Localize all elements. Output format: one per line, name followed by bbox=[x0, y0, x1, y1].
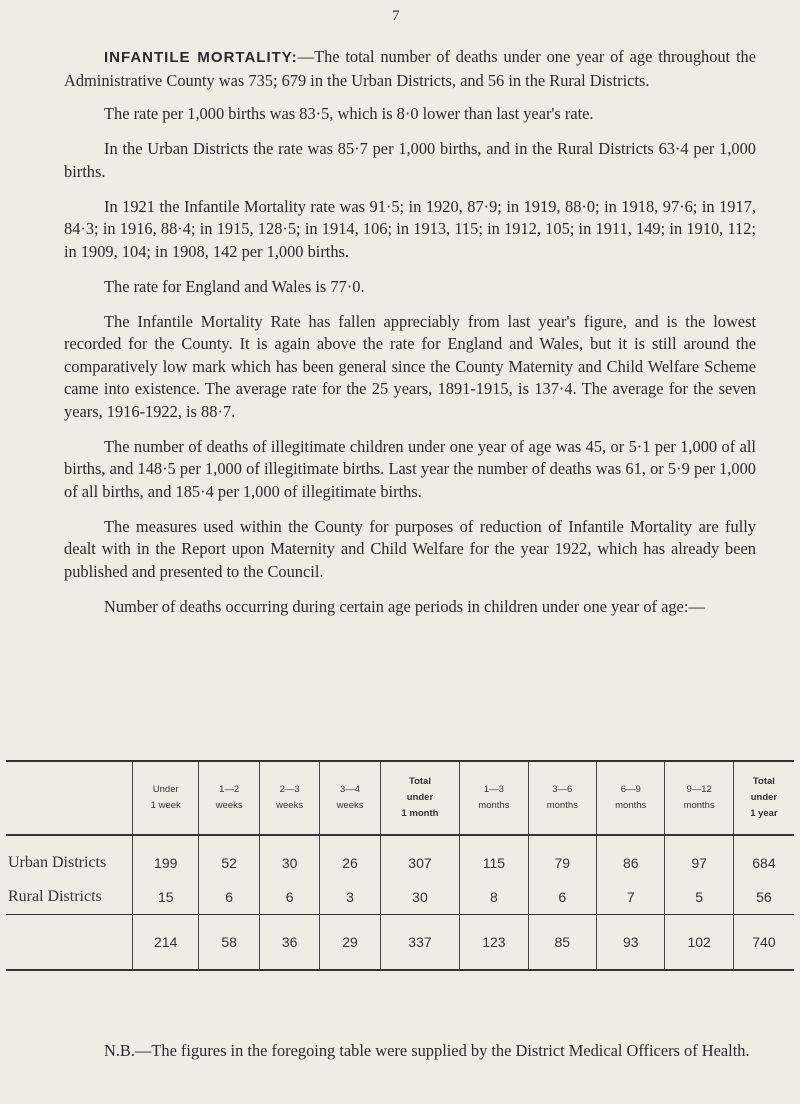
table-cell: 5 bbox=[665, 880, 733, 915]
table-cell: 115 bbox=[460, 835, 528, 880]
paragraph-table-intro: Number of deaths occurring during certain age periods in children under one year of age:— bbox=[104, 596, 705, 616]
row-label: Rural Districts bbox=[8, 888, 102, 905]
table-cell: 7 bbox=[597, 880, 665, 915]
header-3-4-weeks: 3—4 weeks bbox=[320, 761, 380, 835]
table-cell: 93 bbox=[597, 915, 665, 971]
paragraph-infantile-mortality bbox=[64, 46, 756, 92]
table-cell: 30 bbox=[259, 835, 319, 880]
table-cell: 3 bbox=[320, 880, 380, 915]
header-6-9-months: 6—9 months bbox=[597, 761, 665, 835]
row-label-empty bbox=[6, 915, 133, 971]
header-9-12-months: 9—12 months bbox=[665, 761, 733, 835]
table-footnote: N.B.—The figures in the foregoing table were supplied by the District Medical Officers of Health. bbox=[104, 1041, 750, 1060]
table-cell: 337 bbox=[380, 915, 459, 971]
table-cell: 102 bbox=[665, 915, 733, 971]
header-1-2-weeks: 1—2 weeks bbox=[199, 761, 259, 835]
table-cell: 740 bbox=[733, 915, 794, 971]
header-total-under-1-year: Total under 1 year bbox=[733, 761, 794, 835]
header-under-1-week: Under 1 week bbox=[133, 761, 199, 835]
paragraph-text: —The total number of deaths under one year of age throughout the Administrative County was 735; 679 in the Urban Districts, and 56 in the Rural Districts. bbox=[64, 47, 757, 90]
header-2-3-weeks: 2—3 weeks bbox=[259, 761, 319, 835]
table-row-urban bbox=[6, 835, 794, 880]
table-cell: 97 bbox=[665, 835, 733, 880]
paragraph-urban-rural-rate: In the Urban Districts the rate was 85·7 per 1,000 births, and in the Rural Districts 63·4 per 1,000 births. bbox=[64, 139, 756, 181]
table-cell: 6 bbox=[259, 880, 319, 915]
header-1-3-months: 1—3 months bbox=[460, 761, 528, 835]
table-cell: 85 bbox=[528, 915, 596, 971]
paragraph-birth-rate: The rate per 1,000 births was 83·5, which is 8·0 lower than last year's rate. bbox=[104, 104, 594, 123]
paragraph-measures: The measures used within the County for purposes of reduction of Infantile Mortality are fully dealt with in the Report upon Maternity and Child Welfare for the year 1922, which has already been published and presented to the Council. bbox=[64, 516, 756, 581]
table-cell: 58 bbox=[199, 915, 259, 971]
table-cell: 307 bbox=[380, 835, 459, 880]
table-corner-cell bbox=[6, 761, 133, 835]
table-cell: 30 bbox=[380, 880, 459, 915]
report-body bbox=[64, 46, 756, 631]
table-cell: 6 bbox=[199, 880, 259, 915]
table-header-row bbox=[6, 761, 794, 835]
paragraph-illegitimate-deaths: The number of deaths of illegitimate children under one year of age was 45, or 5·1 per 1,000 of all births, and 148·5 per 1,000 of illegitimate births. Last year the number of deaths was 61, or 5·9 per 1,000 of all births, and 185·4 per 1,000 of illegitimate births. bbox=[64, 436, 756, 501]
page-number: 7 bbox=[392, 8, 400, 24]
table-cell: 199 bbox=[133, 835, 199, 880]
paragraph-england-wales-rate: The rate for England and Wales is 77·0. bbox=[104, 276, 365, 296]
table-cell: 8 bbox=[460, 880, 528, 915]
paragraph-rate-fallen: The Infantile Mortality Rate has fallen appreciably from last year's figure, and is the lowest recorded for the County. It is again above the rate for England and Wales, but it is still around the comparatively low mark which has been general since the County Maternity and Child Welfare Scheme came into existence. The average rate for the 25 years, 1891-1915, is 137·4. The average for the seven years, 1916-1922, is 88·7. bbox=[64, 311, 756, 421]
table-cell: 26 bbox=[320, 835, 380, 880]
table-cell: 123 bbox=[460, 915, 528, 971]
table-cell: 56 bbox=[733, 880, 794, 915]
table-cell: 214 bbox=[133, 915, 199, 971]
table-cell: 52 bbox=[199, 835, 259, 880]
header-total-under-1-month: Total under 1 month bbox=[380, 761, 459, 835]
paragraph-yearly-rates: In 1921 the Infantile Mortality rate was 91·5; in 1920, 87·9; in 1919, 88·0; in 1918, 97·6; in 1917, 84·3; in 1916, 88·4; in 1915, 128·5; in 1914, 106; in 1913, 115; in 1912, 105; in 1911, 149; in 1910, 112; in 1909, 104; in 1908, 142 per 1,000 births. bbox=[64, 196, 756, 261]
deaths-by-age-table bbox=[6, 760, 794, 971]
row-label: Urban Districts bbox=[8, 854, 107, 871]
table-cell: 36 bbox=[259, 915, 319, 971]
section-heading: INFANTILE MORTALITY: bbox=[104, 49, 298, 66]
table-cell: 684 bbox=[733, 835, 794, 880]
table-row-totals bbox=[6, 915, 794, 971]
table-cell: 6 bbox=[528, 880, 596, 915]
table-cell: 29 bbox=[320, 915, 380, 971]
table-cell: 86 bbox=[597, 835, 665, 880]
table-cell: 79 bbox=[528, 835, 596, 880]
table-cell: 15 bbox=[133, 880, 199, 915]
table-row-rural bbox=[6, 880, 794, 915]
header-3-6-months: 3—6 months bbox=[528, 761, 596, 835]
